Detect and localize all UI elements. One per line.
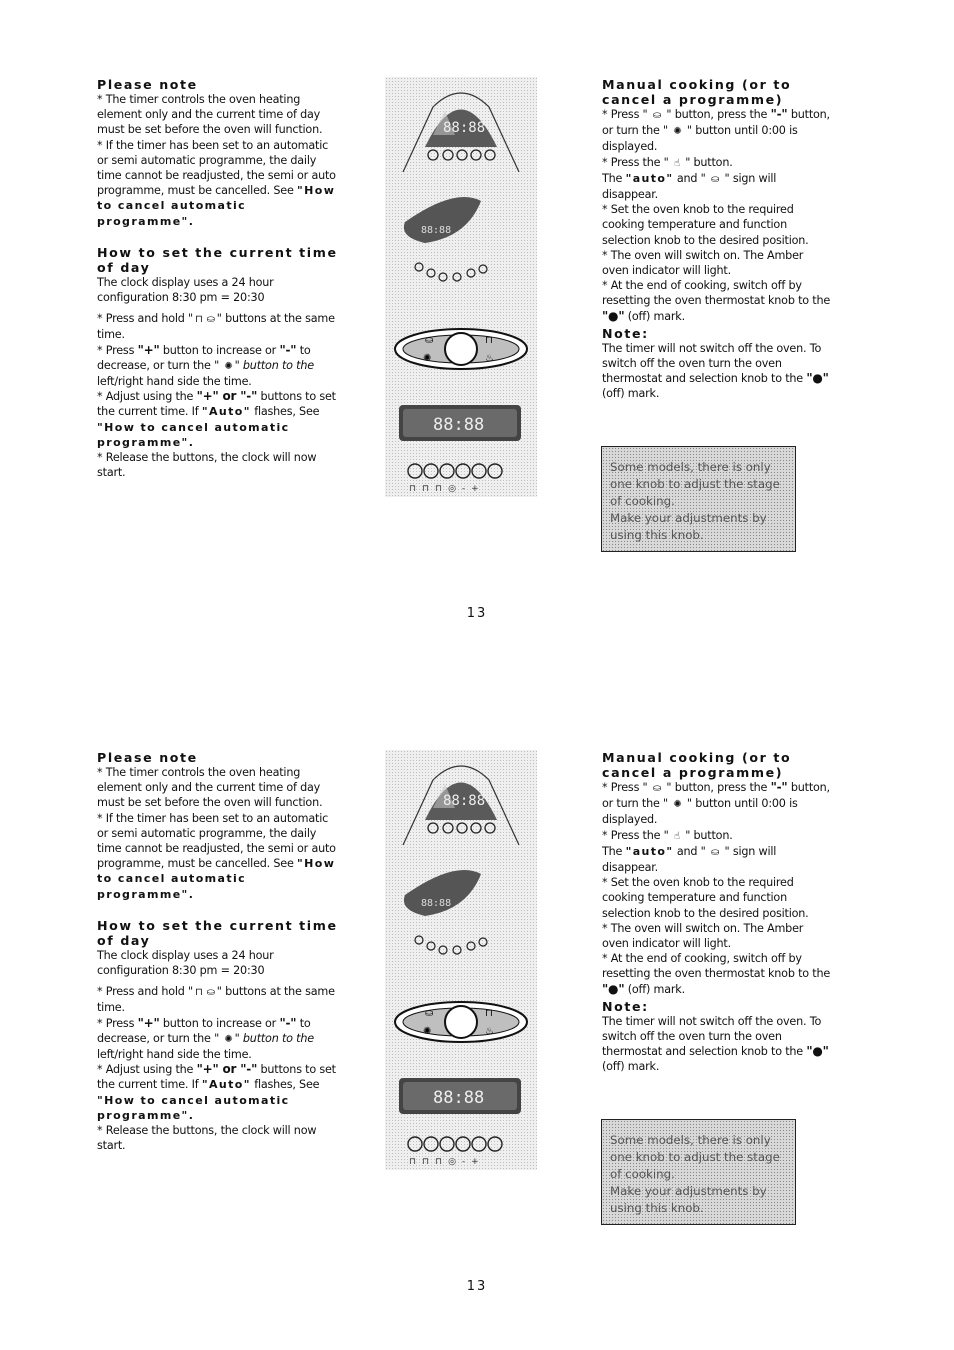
knob-icon: ✺ xyxy=(673,799,682,811)
note-heading: Note: xyxy=(602,325,649,341)
svg-text:⊓⊓⊓◎-+: ⊓⊓⊓◎-+ xyxy=(409,484,485,494)
hand-icon: ☝ xyxy=(673,830,680,842)
svg-text:88:88: 88:88 xyxy=(421,898,452,909)
knob-icon: ✺ xyxy=(224,1033,233,1045)
manual-l6: * At the end of cooking, switch off by resetting the oven thermostat knob to the "●" (off) mark. xyxy=(602,279,831,323)
set-time-step3: * Adjust using the "+" or "-" buttons to set the current time. If "Auto" flashes, See "How to cancel automatic programme". xyxy=(97,389,336,449)
auto-pot-icon: ⛀ xyxy=(652,783,662,794)
svg-text:⊓: ⊓ xyxy=(485,1008,493,1019)
manual-l2: * Press the " ☝ " button. xyxy=(602,155,832,171)
svg-text:⊓: ⊓ xyxy=(485,335,493,346)
illustration-column xyxy=(385,750,537,1170)
box-line1: Some models, there is only one knob to adjust the stage of cooking. xyxy=(610,460,780,508)
svg-text:88:88: 88:88 xyxy=(433,1088,485,1108)
note-text: The timer will not switch off the oven. To switch off the oven turn the oven thermostat and selection knob to the "●" (off) mark. xyxy=(602,341,829,401)
box-line2: Make your adjustments by using this knob. xyxy=(610,1184,767,1215)
page-bottom xyxy=(0,673,954,1348)
manual-l6: * At the end of cooking, switch off by resetting the oven thermostat knob to the "●" (off) mark. xyxy=(602,952,831,996)
left-column xyxy=(97,750,342,1153)
auto-pot-icon: ⛀ xyxy=(710,846,720,858)
display-readout: 88:88 xyxy=(443,120,486,136)
please-note-p2: * If the timer has been set to an automatic or semi automatic programme, the daily time cannot be readjusted, the semi or auto programme, must be cancelled. See "How to cancel automatic programme". xyxy=(97,811,336,901)
svg-text:⛀: ⛀ xyxy=(425,335,434,346)
svg-text:♨: ♨ xyxy=(485,353,494,364)
svg-text:⊓⊓⊓◎-+: ⊓⊓⊓◎-+ xyxy=(409,1157,485,1167)
auto-pot-icon: ⛀ xyxy=(652,110,662,121)
please-note-p2: * If the timer has been set to an automatic or semi automatic programme, the daily time cannot be readjusted, the semi or auto programme, must be cancelled. See "How to cancel automatic programme". xyxy=(97,138,336,228)
manual-l1: * Press " ⛀ " button, press the "-" button, or turn the " ✺ " button until 0:00 is displayed. xyxy=(602,107,830,154)
set-time-step4: * Release the buttons, the clock will now start. xyxy=(97,1124,317,1153)
oven-timer-illustrations xyxy=(385,750,537,1170)
box-line2: Make your adjustments by using this knob. xyxy=(610,511,767,542)
knob-icon: ✺ xyxy=(224,360,233,372)
single-knob-note-box xyxy=(601,1119,796,1225)
svg-text:88:88: 88:88 xyxy=(421,225,452,236)
note-text: The timer will not switch off the oven. To switch off the oven turn the oven thermostat and selection knob to the "●" (off) mark. xyxy=(602,1014,829,1074)
svg-text:⛀: ⛀ xyxy=(425,1008,434,1019)
right-column xyxy=(602,77,832,402)
svg-text:✺: ✺ xyxy=(423,353,432,364)
timer-button-icon: ⊓ xyxy=(195,987,203,999)
set-time-intro: The clock display uses a 24 hour configuration 8:30 pm = 20:30 xyxy=(97,275,274,305)
page-number: 13 xyxy=(466,1279,488,1294)
auto-pot-icon: ⛀ xyxy=(206,987,215,999)
oven-timer-illustrations xyxy=(385,77,537,497)
box-line1: Some models, there is only one knob to adjust the stage of cooking. xyxy=(610,1133,780,1181)
manual-l5: * The oven will switch on. The Amber oven indicator will light. xyxy=(602,248,804,278)
set-time-step3: * Adjust using the "+" or "-" buttons to set the current time. If "Auto" flashes, See "How to cancel automatic programme". xyxy=(97,1062,336,1122)
svg-text:✺: ✺ xyxy=(423,1026,432,1037)
left-column xyxy=(97,77,342,480)
set-time-step4: * Release the buttons, the clock will now start. xyxy=(97,451,317,480)
page-number: 13 xyxy=(466,606,488,621)
auto-pot-icon: ⛀ xyxy=(206,314,215,326)
manual-heading: Manual cooking (or to cancel a programme) xyxy=(602,750,792,780)
manual-l3: The "auto" and " ⛀ " sign will disappear. xyxy=(602,171,777,202)
please-note-heading: Please note xyxy=(97,77,198,92)
svg-text:88:88: 88:88 xyxy=(433,415,485,435)
manual-l4: * Set the oven knob to the required cooking temperature and function selection knob to the desired position. xyxy=(602,876,809,920)
set-time-heading: How to set the current time of day xyxy=(97,917,338,948)
note-heading: Note: xyxy=(602,998,649,1014)
please-note-heading: Please note xyxy=(97,750,198,765)
timer-button-icon: ⊓ xyxy=(195,314,203,326)
hand-icon: ☝ xyxy=(673,157,680,169)
please-note-p1: * The timer controls the oven heating element only and the current time of day must be set before the oven will function. xyxy=(97,766,323,810)
manual-heading: Manual cooking (or to cancel a programme) xyxy=(602,77,792,107)
set-time-intro: The clock display uses a 24 hour configuration 8:30 pm = 20:30 xyxy=(97,948,274,978)
manual-l2: * Press the " ☝ " button. xyxy=(602,828,832,844)
manual-l1: * Press " ⛀ " button, press the "-" button, or turn the " ✺ " button until 0:00 is displayed. xyxy=(602,780,830,827)
svg-text:88:88: 88:88 xyxy=(443,793,486,809)
manual-l5: * The oven will switch on. The Amber oven indicator will light. xyxy=(602,921,804,951)
set-time-step1: * Press and hold " ⊓ ⛀ " buttons at the same time. xyxy=(97,985,335,1015)
set-time-step2: * Press "+" button to increase or "-" to decrease, or turn the " ✺ " button to the left/right hand side the time. xyxy=(97,1015,314,1062)
set-time-heading: How to set the current time of day xyxy=(97,244,338,275)
manual-l3: The "auto" and " ⛀ " sign will disappear. xyxy=(602,844,777,875)
right-column xyxy=(602,750,832,1075)
please-note-p1: * The timer controls the oven heating element only and the current time of day must be set before the oven will function. xyxy=(97,93,323,137)
illustration-column xyxy=(385,77,537,497)
manual-l4: * Set the oven knob to the required cooking temperature and function selection knob to the desired position. xyxy=(602,203,809,247)
auto-pot-icon: ⛀ xyxy=(710,173,720,185)
knob-icon: ✺ xyxy=(673,126,682,138)
set-time-step1: * Press and hold " ⊓ ⛀ " buttons at the same time. xyxy=(97,312,335,342)
set-time-step2: * Press "+" button to increase or "-" to decrease, or turn the " ✺ " button to the left/right hand side the time. xyxy=(97,342,314,389)
single-knob-note-box xyxy=(601,446,796,552)
svg-text:♨: ♨ xyxy=(485,1026,494,1037)
